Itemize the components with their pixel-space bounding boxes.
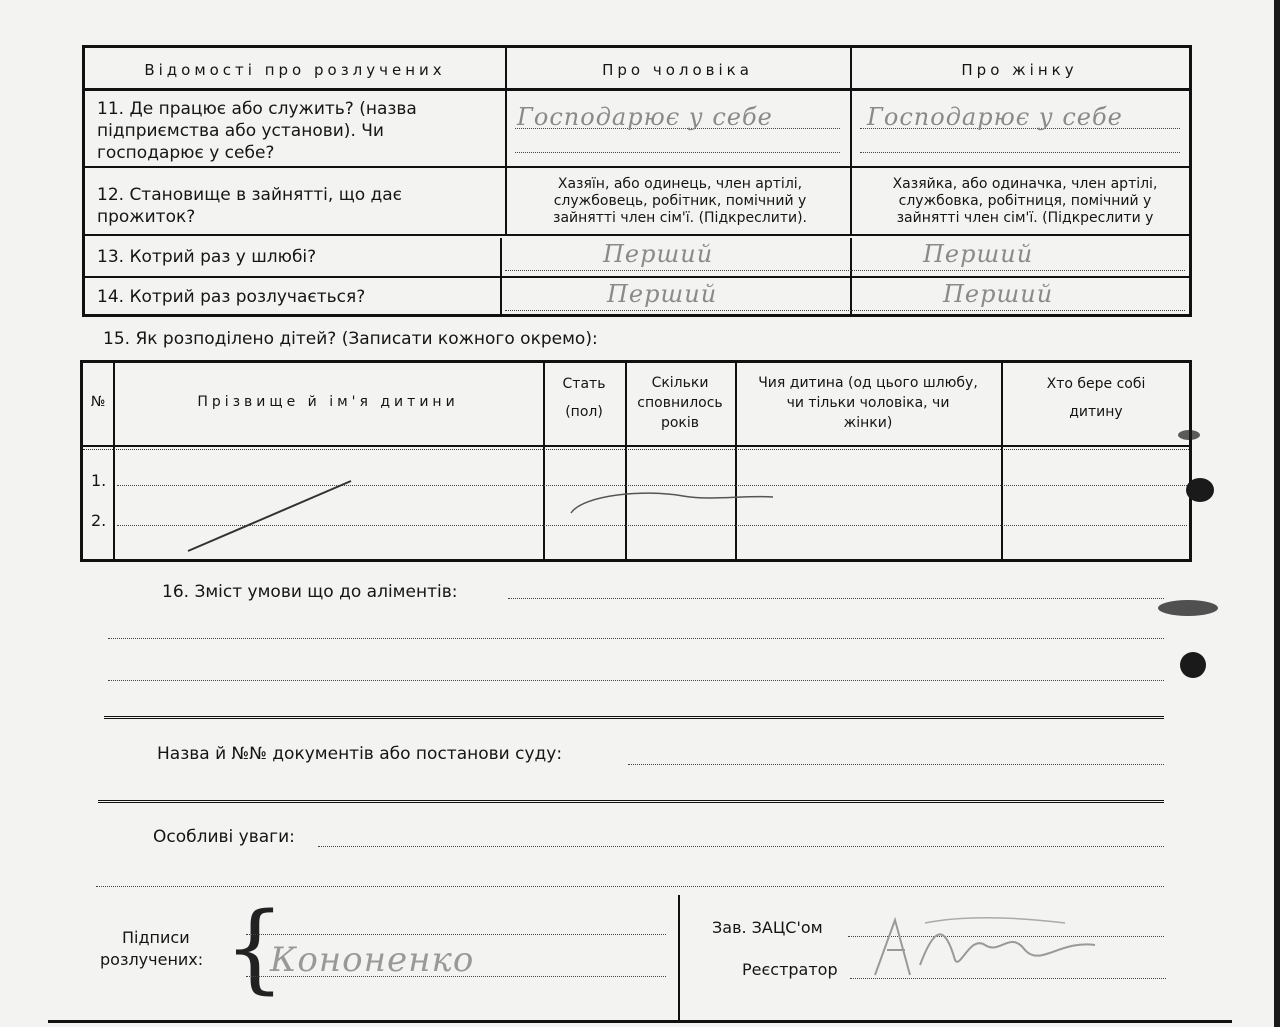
scan-edge [1274,0,1280,1027]
header-who-takes: Хто бере собі дитину [1046,376,1146,420]
alimony-label: 16. Зміст умови що до аліментів: [162,582,458,602]
husband-divorce-count: Перший [607,280,718,308]
wife-divorce-count: Перший [943,280,1054,308]
child-row-1-number: 1. [91,471,107,490]
header-husband: Про чоловіка [505,48,850,90]
header-whose-child: Чия дитина (од цього шлюбу, чи тільки чоловіка, чи жінки) [758,375,978,431]
wife-occupation-options: Хазяйка, або одиначка, член артілі, службовка, робітниця, помічний у зайнятті член сім'ї. (Підкреслити у [892,176,1158,226]
header-number: № [90,394,106,410]
header-child-name: Прізвище й ім'я дитини [197,394,459,410]
children-question: 15. Як розподілено дітей? (Записати кожного окремо): [103,329,598,349]
spouses-info-table [82,45,1192,317]
header-info: Відомості про розлучених [85,48,505,90]
court-documents-label: Назва й №№ документів або постанови суду: [157,744,563,764]
header-age: Скільки сповнилось років [637,375,723,431]
divorcee-signature: Кононенко [270,940,475,980]
registrar-label: Реєстратор [742,960,838,979]
signature-divider [678,895,680,1020]
wife-work-answer: Господарює у себе [867,103,1123,131]
ink-blot [1180,652,1206,678]
child-row-2-number: 2. [91,511,107,530]
strike-through-marks [83,363,1189,559]
husband-occupation-options: Хазяїн, або одинець, член артілі, службовець, робітник, помічний у зайнятті член сім'ї. (Підкреслити). [553,176,807,226]
signatures-label-2: розлучених: [100,950,204,969]
header-sex: Стать (пол) [562,376,606,420]
ink-blot [1158,600,1218,616]
children-table [80,360,1192,562]
ink-blot [1178,430,1200,440]
wife-marriage-count: Перший [923,240,1034,268]
husband-work-answer: Господарює у себе [517,103,773,131]
notes-label: Особливі уваги: [153,827,295,847]
question-13: 13. Котрий раз у шлюбі? [97,247,317,267]
question-12: 12. Становище в зайнятті, що дає прожиток? [97,185,403,227]
ink-blot [1186,478,1214,502]
brace: { [224,892,286,1004]
head-zags-label: Зав. ЗАЦС'ом [712,918,823,937]
signatures-label-1: Підписи [122,928,190,947]
husband-marriage-count: Перший [603,240,714,268]
question-11: 11. Де працює або служить? (назва підприємства або установи). Чи господарює у себе? [97,99,417,163]
header-wife: Про жінку [850,48,1189,90]
registrar-signature-drawing [865,905,1105,990]
question-14: 14. Котрий раз розлучається? [97,287,366,307]
